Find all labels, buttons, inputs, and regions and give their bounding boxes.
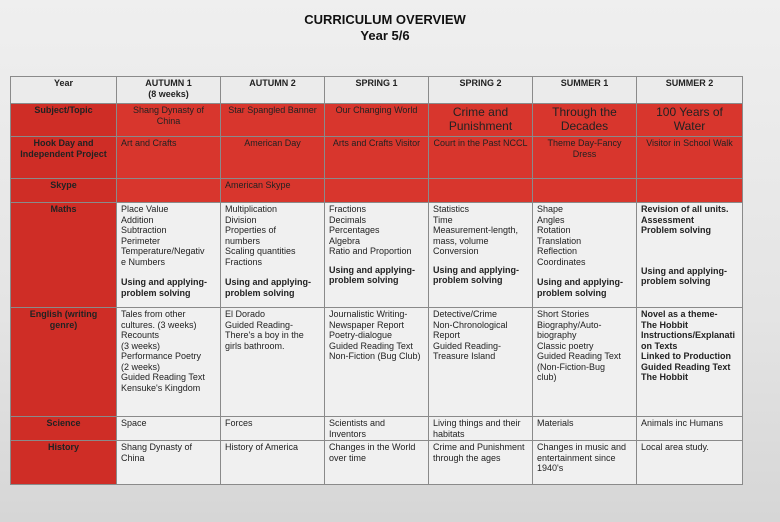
maths-item: Subtraction (121, 225, 167, 235)
english-item: Detective/Crime (433, 309, 498, 319)
english-item: biography (537, 330, 577, 340)
english-autumn2 (221, 308, 325, 417)
skype-summer2 (637, 179, 743, 203)
science-autumn1: Space (117, 417, 221, 441)
hook-summer2: Visitor in School Walk (637, 137, 743, 179)
english-item: Non-Fiction (Bug Club) (329, 351, 421, 361)
maths-item: Decimals (329, 214, 367, 225)
maths-item: Fractions (329, 204, 367, 214)
header-summer2: SUMMER 2 (637, 77, 743, 104)
header-spring1: SPRING 1 (325, 77, 429, 104)
english-item: Non-Chronological (433, 319, 508, 330)
header-spring2: SPRING 2 (429, 77, 533, 104)
english-item: Journalistic Writing- (329, 309, 408, 319)
maths-item: Coordinates (537, 256, 586, 267)
skype-summer1 (533, 179, 637, 203)
skype-autumn2: American Skype (221, 179, 325, 203)
maths-item: Percentages (329, 225, 380, 235)
maths-problem-solving: problem solving (225, 287, 295, 298)
english-item: Novel as a theme- (641, 309, 718, 319)
maths-autumn2 (221, 203, 325, 308)
english-item: Guided Reading Text (121, 372, 205, 382)
maths-autumn1 (117, 203, 221, 308)
maths-item: Fractions (225, 256, 263, 267)
english-spring2 (429, 308, 533, 417)
history-autumn2: History of America (221, 441, 325, 485)
science-label: Science (11, 417, 117, 441)
maths-using-applying: Using and applying- (225, 277, 312, 287)
maths-item: Angles (537, 214, 565, 225)
history-summer1: Changes in music and entertainment since 1940's (533, 441, 637, 485)
english-item: Guided Reading- (433, 340, 502, 351)
maths-item: e Numbers (121, 256, 166, 267)
maths-item: Rotation (537, 225, 571, 235)
hook-autumn1: Art and Crafts (117, 137, 221, 179)
english-item: Guided Reading- (225, 319, 294, 330)
maths-item: Shape (537, 204, 564, 214)
subject-topic-label: Subject/Topic (11, 104, 117, 137)
topic-spring1: Our Changing World (325, 104, 429, 137)
maths-spring1 (325, 203, 429, 308)
maths-using-applying: Using and applying- (121, 277, 208, 287)
header-row (11, 77, 743, 104)
english-item: Recounts (121, 330, 160, 340)
english-spring1 (325, 308, 429, 417)
english-summer1 (533, 308, 637, 417)
skype-spring2 (429, 179, 533, 203)
hook-summer1: Theme Day-Fancy Dress (533, 137, 637, 179)
english-item: Poetry-dialogue (329, 330, 393, 340)
hook-spring2: Court in the Past NCCL (429, 137, 533, 179)
english-item: Instructions/Explanati (641, 330, 736, 340)
english-item: Treasure Island (433, 351, 496, 361)
english-item: There's a boy in the (225, 330, 304, 340)
english-item: (2 weeks) (121, 361, 161, 372)
maths-item: mass, volume (433, 235, 489, 246)
maths-label: Maths (11, 203, 117, 308)
maths-problem-solving: problem solving (641, 276, 711, 286)
english-item: The Hobbit (641, 372, 688, 382)
english-item: club) (537, 372, 557, 382)
english-item: cultures. (3 weeks) (121, 319, 197, 330)
maths-item: Revision of all units. (641, 204, 729, 214)
english-autumn1 (117, 308, 221, 417)
maths-item: Division (225, 214, 257, 225)
english-item: Guided Reading Text (329, 340, 413, 351)
maths-item: Addition (121, 214, 154, 225)
maths-item: Algebra (329, 235, 361, 246)
maths-item: numbers (225, 235, 261, 246)
header-year: Year (11, 77, 117, 104)
maths-summer1 (533, 203, 637, 308)
topic-autumn2: Star Spangled Banner (221, 104, 325, 137)
history-spring1: Changes in the World over time (325, 441, 429, 485)
english-item: Classic poetry (537, 340, 594, 351)
english-item: Tales from other (121, 309, 186, 319)
header-autumn1-label: AUTUMN 1 (145, 78, 192, 88)
topic-spring2: Crime and Punishment (429, 104, 533, 137)
maths-problem-solving: problem solving (329, 275, 399, 285)
subject-topic-row (11, 104, 743, 137)
maths-using-applying: Using and applying- (641, 265, 728, 276)
english-item: Kensuke's Kingdom (121, 382, 201, 393)
english-item: on Texts (641, 340, 678, 351)
header-autumn2: AUTUMN 2 (221, 77, 325, 104)
maths-item: Multiplication (225, 204, 278, 214)
history-spring2: Crime and Punishment through the ages (429, 441, 533, 485)
skype-spring1 (325, 179, 429, 203)
maths-spring2 (429, 203, 533, 308)
maths-using-applying: Using and applying- (329, 264, 416, 275)
topic-autumn1: Shang Dynasty of China (117, 104, 221, 137)
english-item: The Hobbit (641, 319, 688, 330)
science-spring2: Living things and their habitats (429, 417, 533, 441)
science-autumn2: Forces (221, 417, 325, 441)
maths-using-applying: Using and applying- (433, 264, 520, 275)
english-item: (3 weeks) (121, 340, 161, 351)
hook-autumn2: American Day (221, 137, 325, 179)
header-autumn1 (117, 77, 221, 104)
skype-autumn1 (117, 179, 221, 203)
science-summer1: Materials (533, 417, 637, 441)
english-item: Guided Reading Text (641, 361, 731, 372)
maths-item: Properties of (225, 225, 277, 235)
maths-item: Translation (537, 235, 582, 246)
english-item: Linked to Production (641, 351, 731, 361)
maths-item: Ratio and Proportion (329, 246, 412, 256)
history-summer2: Local area study. (637, 441, 743, 485)
header-summer1: SUMMER 1 (533, 77, 637, 104)
english-item: Guided Reading Text (537, 351, 621, 361)
science-spring1: Scientists and Inventors (325, 417, 429, 441)
maths-item: Place Value (121, 204, 169, 214)
english-row (11, 308, 743, 417)
english-item: Newspaper Report (329, 319, 405, 330)
english-item: Performance Poetry (121, 351, 202, 361)
english-item: El Dorado (225, 309, 266, 319)
hook-day-label: Hook Day and Independent Project (11, 137, 117, 179)
maths-item: Statistics (433, 204, 470, 214)
english-item: Short Stories (537, 309, 590, 319)
history-label: History (11, 441, 117, 485)
curriculum-table (10, 76, 743, 485)
maths-item: Reflection (537, 246, 578, 256)
skype-row (11, 179, 743, 203)
maths-item: Temperature/Negativ (121, 246, 205, 256)
maths-item: Time (433, 214, 453, 225)
maths-item: Problem solving (641, 225, 712, 235)
history-row (11, 441, 743, 485)
english-item: (Non-Fiction-Bug (537, 361, 606, 372)
hook-day-row (11, 137, 743, 179)
maths-item: Scaling quantities (225, 246, 296, 256)
skype-label: Skype (11, 179, 117, 203)
history-autumn1: Shang Dynasty of China (117, 441, 221, 485)
maths-row (11, 203, 743, 308)
english-item: girls bathroom. (225, 340, 285, 351)
page-subtitle: Year 5/6 (360, 28, 410, 43)
maths-using-applying: Using and applying- (537, 277, 624, 287)
topic-summer1: Through the Decades (533, 104, 637, 137)
english-label: English (writing genre) (11, 308, 117, 417)
english-item: Report (433, 330, 461, 340)
topic-summer2: 100 Years of Water (637, 104, 743, 137)
english-summer2 (637, 308, 743, 417)
english-item: Biography/Auto- (537, 319, 602, 330)
hook-spring1: Arts and Crafts Visitor (325, 137, 429, 179)
maths-summer2 (637, 203, 743, 308)
maths-problem-solving: problem solving (433, 275, 503, 285)
maths-item: Measurement-length, (433, 225, 519, 235)
science-row (11, 417, 743, 441)
maths-item: Assessment (641, 214, 695, 225)
header-autumn1-sub: (8 weeks) (148, 88, 189, 99)
page-title: CURRICULUM OVERVIEW (304, 12, 466, 27)
maths-item: Conversion (433, 246, 479, 256)
maths-problem-solving: problem solving (537, 287, 607, 298)
maths-item: Perimeter (121, 235, 161, 246)
science-summer2: Animals inc Humans (637, 417, 743, 441)
maths-problem-solving: problem solving (121, 287, 191, 298)
